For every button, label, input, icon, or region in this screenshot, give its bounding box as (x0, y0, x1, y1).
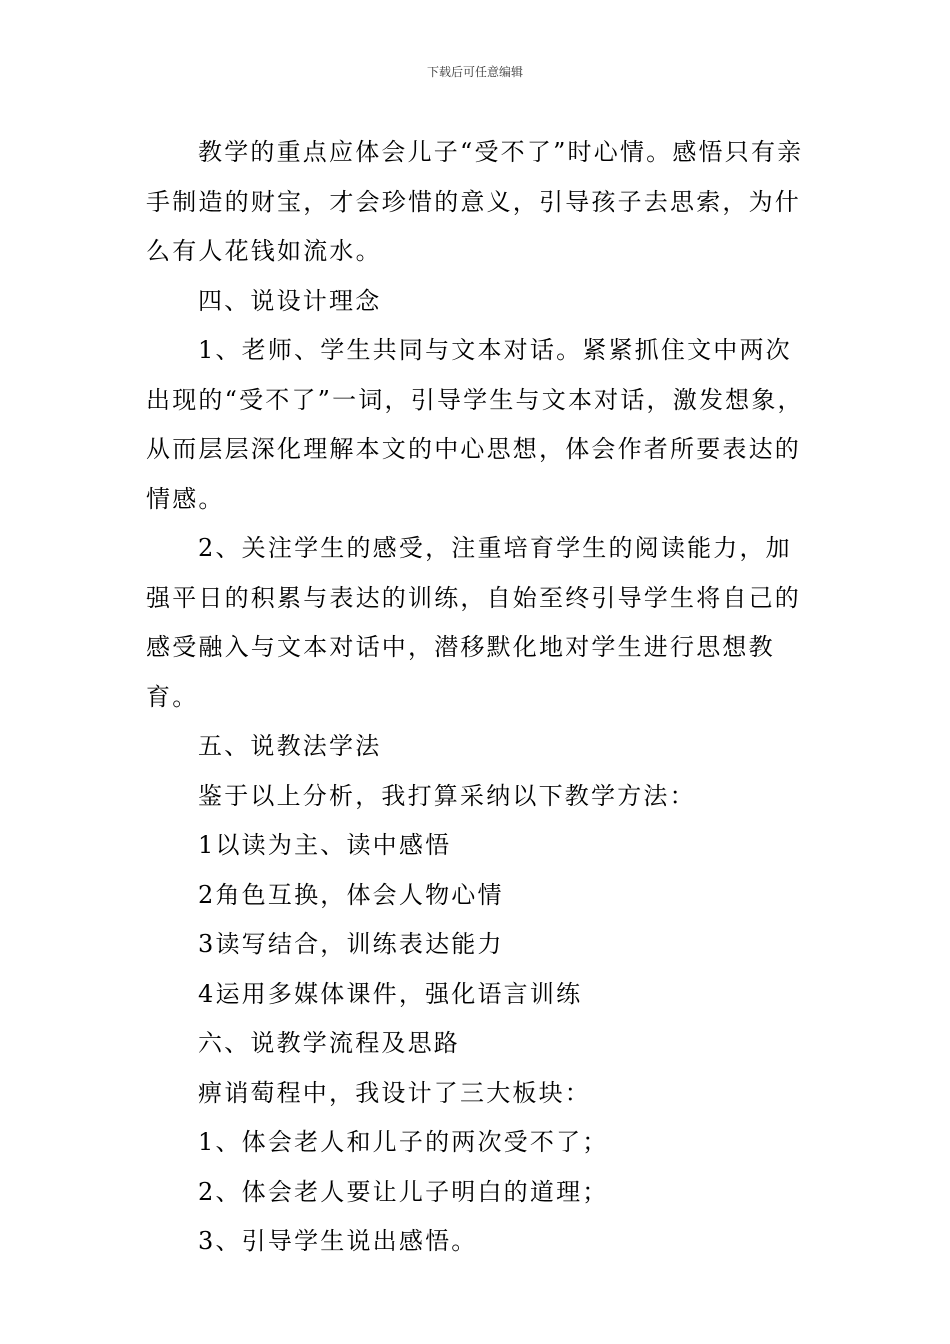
heading-teaching-methods: 五、说教法学法 (198, 732, 382, 760)
list-item-process-3: 3、引导学生说出感悟。 (198, 1227, 478, 1255)
heading-design-concept: 四、说设计理念 (198, 286, 382, 315)
list-item-process-2: 2、体会老人要让儿子明白的道理； (198, 1177, 609, 1206)
document-body (146, 128, 808, 1267)
paragraph-teaching-focus: 教学的重点应体会儿子“受不了”时心情。感悟只有亲手制造的财宝，才会珍惜的意义，引导孩子去思索，为什么有人花钱如流水。 (146, 138, 804, 265)
list-item-process-1: 1、体会老人和儿子的两次受不了； (198, 1128, 609, 1156)
list-item-method-1: 1以读为主、读中感悟 (198, 831, 452, 859)
paragraph-concept-1: 1、老师、学生共同与文本对话。紧紧抓住文中两次出现的“受不了”一词，引导学生与文本对话，激发想象，从而层层深化理解本文的中心思想，体会作者所要表达的情感。 (146, 336, 804, 513)
list-item-method-2: 2角色互换，体会人物心情 (198, 880, 504, 909)
page-header: 下载后可任意编辑 (426, 65, 523, 79)
heading-teaching-process: 六、说教学流程及思路 (198, 1029, 460, 1057)
paragraph-concept-2: 2、关注学生的感受，注重培育学生的阅读能力，加强平日的积累与表达的训练，自始至终引导学生将自己的感受融入与文本对话中，潜移默化地对学生进行思想教育。 (146, 534, 801, 711)
list-item-method-4: 4运用多媒体课件，强化语言训练 (198, 979, 583, 1008)
paragraph-process-intro: 痹诮萄程中，我设计了三大板块： (198, 1078, 591, 1107)
paragraph-methods-intro: 鉴于以上分析，我打算采纳以下教学方法： (198, 781, 696, 810)
list-item-method-3: 3读写结合，训练表达能力 (198, 930, 504, 958)
